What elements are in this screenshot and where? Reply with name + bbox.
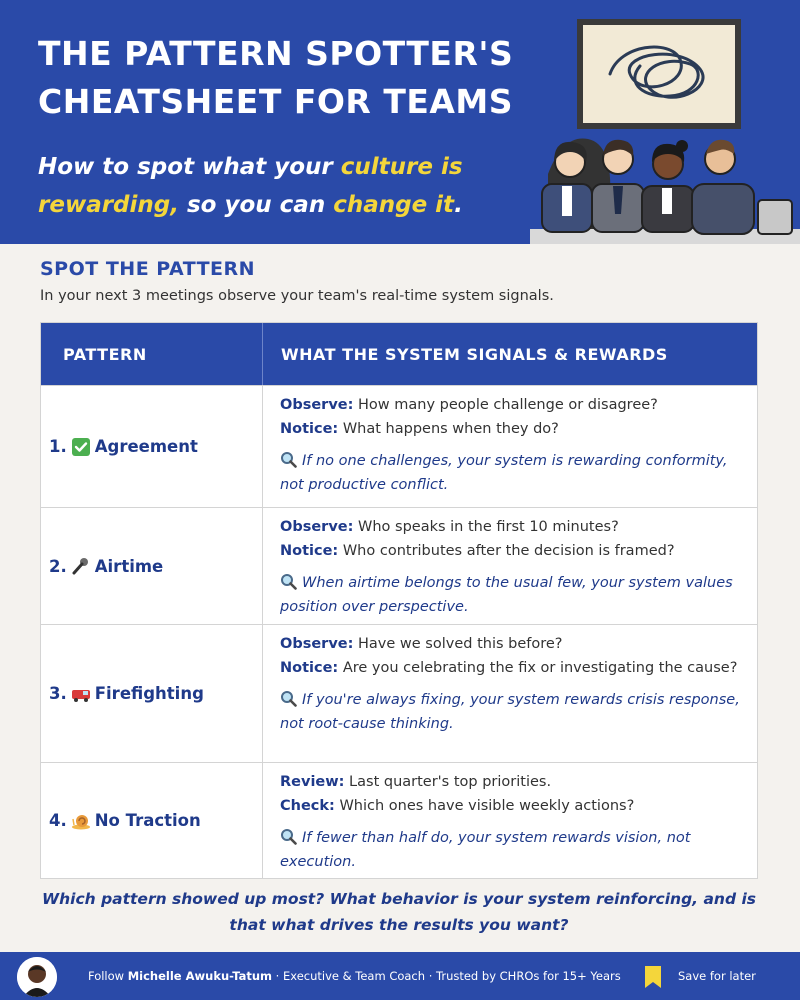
notice-line (280, 539, 741, 563)
notice-label: Notice: (280, 421, 339, 437)
section-title: SPOT THE PATTERN (40, 258, 256, 280)
insight-text (280, 826, 741, 874)
subtitle-end: . (454, 192, 463, 218)
author-avatar (17, 957, 57, 997)
check-line (280, 794, 741, 818)
pattern-number: 1. (49, 437, 67, 456)
insight-body: When airtime belongs to the usual few, your system values position over perspective. (280, 575, 733, 615)
table-header (41, 323, 757, 385)
observe-label: Observe: (280, 397, 354, 413)
table-row (41, 385, 757, 507)
pattern-cell (41, 625, 263, 762)
check-mark-icon (71, 437, 91, 457)
notice-text: What happens when they do? (338, 421, 559, 437)
notice-line (280, 417, 741, 441)
table-row (41, 762, 757, 878)
observe-label: Observe: (280, 636, 354, 652)
insight-text (280, 449, 741, 497)
signals-cell (263, 763, 757, 878)
pattern-cell (41, 386, 263, 507)
subtitle-text-2: so you can (178, 192, 334, 218)
section-intro: In your next 3 meetings observe your team's real-time system signals. (40, 288, 554, 304)
observe-line (280, 393, 741, 417)
insight-body: If no one challenges, your system is rewarding conformity, not productive conflict. (280, 453, 728, 493)
insight-text (280, 688, 741, 736)
follow-prefix: Follow (88, 969, 128, 983)
author-portrait (17, 957, 57, 997)
page-title (38, 30, 558, 126)
pattern-name: No Traction (94, 811, 201, 830)
notice-text: Are you celebrating the fix or investigating the cause? (338, 660, 738, 676)
footer-bar (0, 952, 800, 1000)
subtitle-text-1: How to spot what your (38, 154, 341, 180)
table-row (41, 624, 757, 762)
pattern-name: Airtime (94, 556, 164, 576)
table-row (41, 507, 757, 624)
review-label: Review: (280, 774, 345, 790)
insight-text (280, 571, 741, 619)
pattern-cell (41, 508, 263, 624)
column-header-signals: WHAT THE SYSTEM SIGNALS & REWARDS (281, 344, 668, 364)
review-line (280, 770, 741, 794)
follow-author-text (88, 969, 621, 983)
check-text: Which ones have visible weekly actions? (334, 798, 635, 814)
insight-body: If fewer than half do, your system rewards vision, not execution. (280, 830, 691, 870)
pattern-name: Agreement (94, 437, 198, 456)
author-name-link[interactable]: Michelle Awuku-Tatum (127, 969, 273, 983)
subtitle-highlight-1: culture is rewarding, (38, 154, 463, 218)
observe-line (280, 632, 741, 656)
pattern-name: Firefighting (94, 684, 204, 703)
review-text: Last quarter's top priorities. (344, 774, 552, 790)
check-label: Check: (280, 798, 335, 814)
pattern-number: 2. (49, 556, 67, 576)
magnifier-icon (280, 690, 297, 707)
save-for-later-button[interactable]: Save for later (678, 969, 756, 983)
observe-label: Observe: (280, 519, 354, 535)
fire-engine-icon (71, 684, 91, 704)
magnifier-icon (280, 573, 297, 590)
microphone-icon (71, 556, 91, 576)
signals-cell (263, 508, 757, 624)
notice-label: Notice: (280, 543, 339, 559)
insight-body: If you're always fixing, your system rewards crisis response, not root-cause thinking. (280, 692, 740, 732)
snail-icon (71, 811, 91, 831)
signals-cell (263, 625, 757, 762)
observe-text: How many people challenge or disagree? (353, 397, 658, 413)
pattern-number: 4. (49, 811, 67, 830)
notice-text: Who contributes after the decision is framed? (338, 543, 675, 559)
team-meeting-illustration (530, 14, 800, 244)
observe-text: Who speaks in the first 10 minutes? (353, 519, 619, 535)
pattern-cell (41, 763, 263, 878)
author-tagline: · Executive & Team Coach · Trusted by CHROs for 15+ Years (272, 969, 621, 983)
magnifier-icon (280, 451, 297, 468)
signals-cell (263, 386, 757, 507)
bookmark-icon[interactable] (644, 965, 662, 989)
magnifier-icon (280, 828, 297, 845)
pattern-number: 3. (49, 684, 67, 703)
header-banner (0, 0, 800, 244)
notice-line (280, 656, 741, 680)
pattern-table (40, 322, 758, 879)
notice-label: Notice: (280, 660, 339, 676)
subtitle-highlight-2: change it (333, 192, 455, 218)
title-line-1: THE PATTERN SPOTTER'S (38, 34, 514, 73)
title-line-2: CHEATSHEET FOR TEAMS (38, 82, 514, 121)
observe-line (280, 515, 741, 539)
page-subtitle (38, 148, 538, 224)
column-header-pattern: PATTERN (41, 323, 263, 385)
closing-question: Which pattern showed up most? What behavior is your system reinforcing, and is that what drives the results you want? (42, 890, 756, 934)
observe-text: Have we solved this before? (353, 636, 563, 652)
